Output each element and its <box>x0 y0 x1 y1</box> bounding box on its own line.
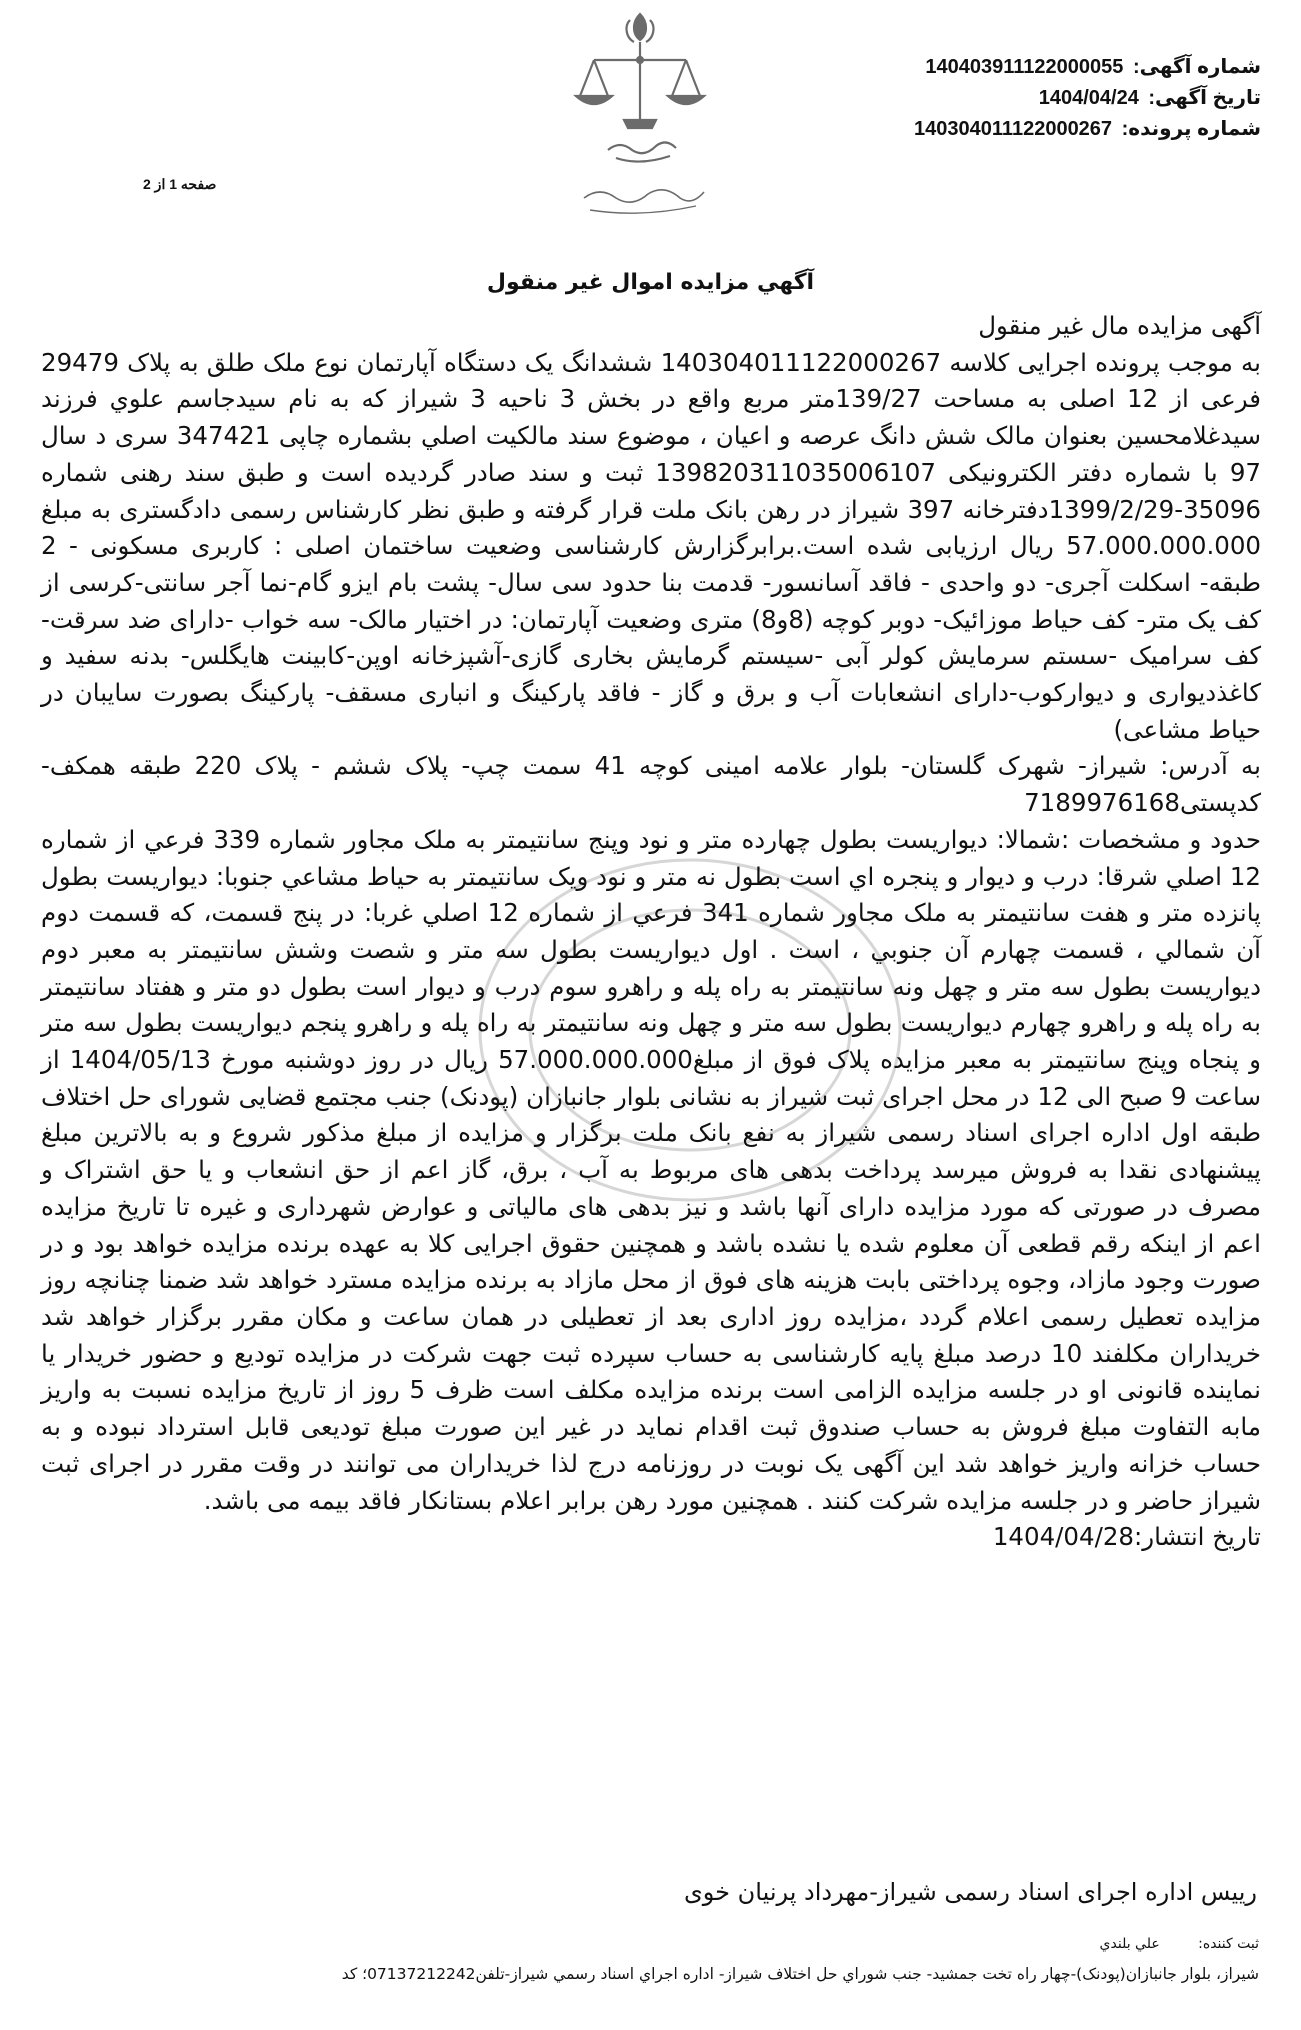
ad-date-label: تاریخ آگهی: <box>1148 87 1261 109</box>
case-number-label: شماره پرونده: <box>1121 118 1261 140</box>
registrar <box>1100 1936 1259 1952</box>
ad-number-row <box>914 52 1261 83</box>
body-heading: آگهی مزایده مال غیر منقول <box>978 311 1261 340</box>
registrar-label: ثبت کننده: <box>1198 1936 1259 1952</box>
footer-address: شیراز، بلوار جانبازان(پودنک)-چهار راه تخت جمشید- جنب شوراي حل اختلاف شیراز- اداره اجراي اسناد رسمي شیراز-تلفن07137212242؛ کد <box>341 1965 1259 1983</box>
ad-date: 1404/04/24 <box>1038 87 1139 109</box>
body-paragraph-boundaries: حدود و مشخصات :شمالا: دیواریست بطول چهارده متر و نود وپنج سانتیمتر به ملک مجاور شماره 339 فرعي از شماره 12 اصلي شرقا: درب و دیوار و پنجره اي است بطول نه متر و نود ویک سانتیمتر به حیاط مشاعي جنوبا: دیواریست بطول پانزده متر و هفت سانتیمتر به ملک مجاور شماره 341 فرعي از شماره 12 اصلي غربا: در پنج قسمت، که قسمت دوم آن شمالي ، قسمت چهارم آن جنوبي ، است . اول دیواریست بطول سه متر و شصت وشش سانتیمتر به معبر دوم دیواریست بطول سه متر و چهل ونه سانتیمتر به راه پله و راهرو سوم درب و دیوار است بطول دو متر و هفتاد سانتیمتر به راه پله و راهرو چهارم دیواریست بطول سه متر و چهل ونه سانتیمتر به راه پله و راهرو پنجم دیواریست بطول سه متر و پنجاه وپنج سانتیمتر به معبر مزایده پلاک فوق از مبلغ57.000.000.000 ریال در روز دوشنبه مورخ 1404/05/13 از ساعت 9 صبح الی 12 در محل اجرای ثبت شیراز به نشانی بلوار جانبازان (پودنک) جنب مجتمع قضایی شورای حل اختلاف طبقه اول اداره اجرای اسناد رسمی شیراز به نفع بانک ملت برگزار و مزایده از مبلغ مذکور شروع و به بالاترین مبلغ پیشنهادی نقدا به فروش میرسد پرداخت بدهی های مربوط به آب ، برق، گاز اعم از حق انشعاب و یا حق اشتراک و مصرف در صورتی که مورد مزایده دارای آنها باشد و نیز بدهی های مالیاتی و عوارض شهرداری و غیره تا تاریخ مزایده اعم از اینکه رقم قطعی آن معلوم شده یا نشده باشد و همچنین حقوق اجرایی کلا به عهده برنده مزایده خواهد بود و در صورت وجود مازاد، وجوه پرداختی بابت هزینه های فوق از محل مازاد به برنده مزایده مسترد خواهد شد ضمنا چنانچه روز مزایده تعطیل رسمی اعلام گردد ،مزایده روز اداری بعد از تعطیلی در همان ساعت و مکان مقرر برگزار خواهد شد خریداران مکلفند 10 درصد مبلغ پایه کارشناسی به حساب سپرده ثبت جهت شرکت در مزایده تودیع و حضور خریدار یا نماینده قانونی او در جلسه مزایده الزامی است برنده مزایده مکلف است ظرف 5 روز از تاریخ مزایده نسبت به واریز مابه التفاوت مبلغ فروش به حساب صندوق ثبت اقدام نماید در غیر این صورت مبلغ تودیعی قابل استرداد نبوده و به حساب خزانه واریز خواهد شد این آگهی یک نوبت در روزنامه درج لذا خریداران می توانند در وقت مقرر در اجرای ثبت شیراز حاضر و در جلسه مزایده شرکت کنند . همچنین مورد رهن برابر اعلام بستانکار فاقد بیمه می باشد. <box>41 824 1262 1515</box>
ad-number-label: شماره آگهی: <box>1132 56 1261 78</box>
announcement-body <box>41 308 1261 1556</box>
body-paragraph-address: به آدرس: شیراز- شهرک گلستان- بلوار علامه امینی کوچه 41 سمت چپ- پلاک ششم - پلاک 220 طبقه همکف- کدپستی7189976168 <box>41 751 1261 818</box>
case-number: 140304011122000267 <box>914 118 1113 140</box>
page-indicator: صفحه 1 از 2 <box>143 176 217 192</box>
ad-date-row <box>914 83 1261 114</box>
registrar-name: علي بلندي <box>1099 1936 1160 1952</box>
document-title: آگهي مزايده اموال غير منقول <box>486 270 815 295</box>
body-publish-date: تاریخ انتشار:1404/04/28 <box>992 1522 1261 1552</box>
case-number-row <box>914 114 1261 145</box>
body-paragraph-case: به موجب پرونده اجرایی کلاسه 140304011122000267 ششدانگ یک دستگاه آپارتمان نوع ملک طلق به پلاک 29479 فرعی از 12 اصلی به مساحت 139/27متر مربع واقع در بخش 3 ناحیه 3 شیراز که به نام سیدجاسم علوي فرزند سیدغلامحسین بعنوان مالک شش دانگ عرصه و اعیان ، موضوع سند مالکیت اصلي بشماره چاپی 347421 سری د سال 97 با شماره دفتر الکترونیکی 139820311035006107 ثبت و سند صادر گردیده است و طبق سند رهنی شماره 35096-1399/2/29دفترخانه 397 شیراز در رهن بانک ملت قرار گرفته و طبق نظر کارشناس رسمی دادگستری به مبلغ 57.000.000.000 ریال ارزیابی شده است.برابرگزارش کارشناسی وضعیت ساختمان اصلی : کاربری مسکونی - 2 طبقه- اسکلت آجری- دو واحدی - فاقد آسانسور- قدمت بنا حدود سی سال- پشت بام ایزو گام-نما آجر سانتی-کرسی از کف یک متر- کف حیاط موزائیک- دوبر کوچه (8و8) متری وضعیت آپارتمان: در اختیار مالک- سه خواب -دارای ضد سرقت-کف سرامیک -سستم سرمایش کولر آبی -سیستم گرمایش بخاری گازی-آشپزخانه اوپن-کابینت هایگلس- بدنه سفید و کاغذدیواری و دیوارکوب-دارای انشعابات آب و برق و گاز - فاقد پارکینگ و انباری مسقف- پارکینگ بصورت سایبان در حیاط مشاعی) <box>41 347 1262 744</box>
judiciary-emblem <box>520 8 760 228</box>
signature: رییس اداره اجرای اسناد رسمی شیراز-مهرداد پرنیان خوی <box>683 1878 1257 1906</box>
header-info <box>914 52 1261 145</box>
ad-number: 140403911122000055 <box>925 56 1124 78</box>
